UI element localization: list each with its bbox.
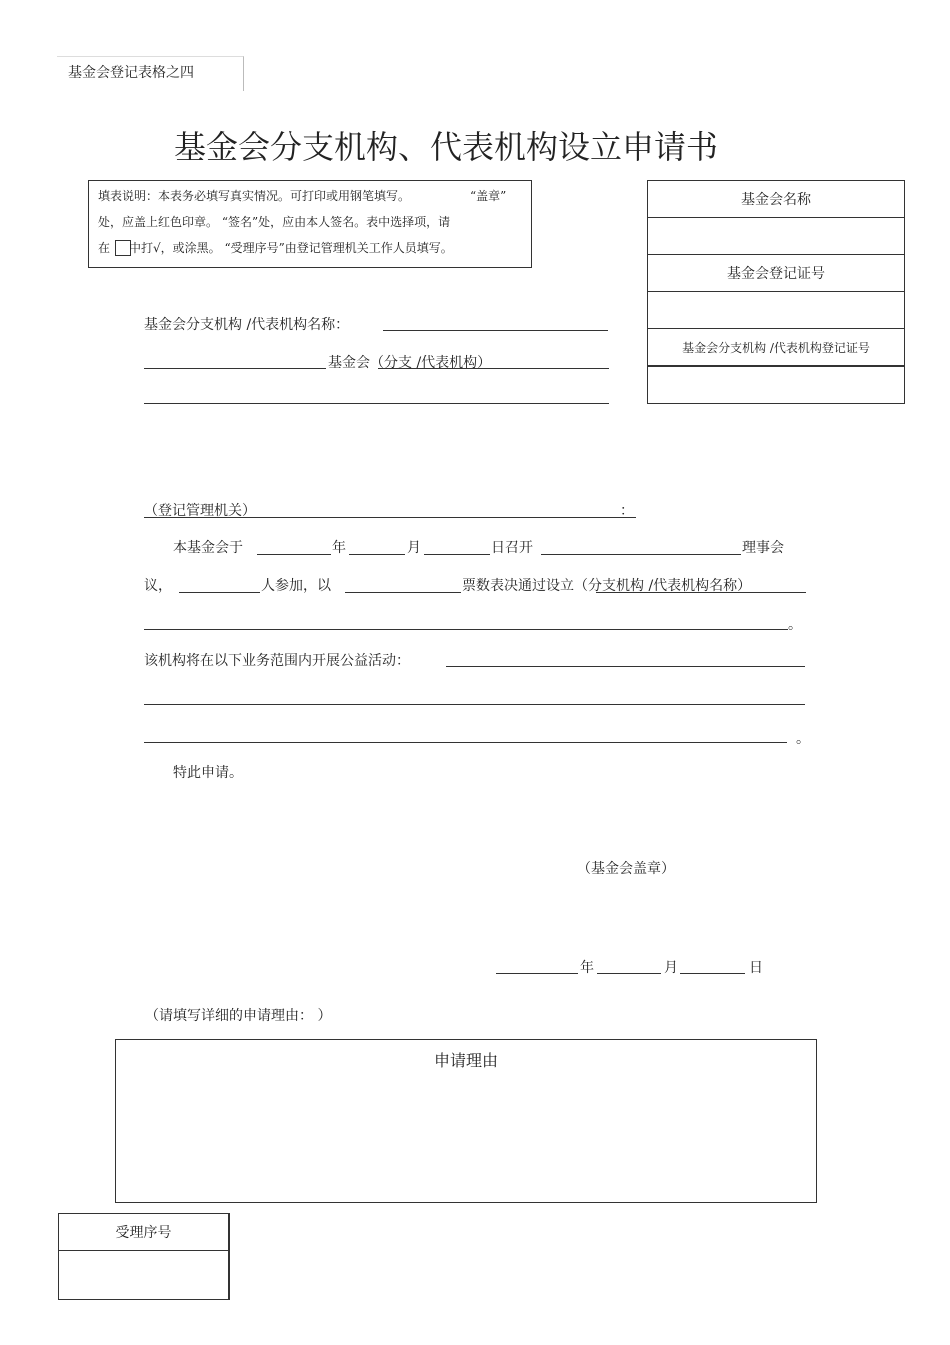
foundation-reg-no-field[interactable] (648, 292, 904, 329)
reason-box[interactable] (115, 1039, 817, 1203)
seal-label: （基金会盖章） (577, 861, 675, 877)
attendees-label: 人参加，以 (261, 578, 331, 594)
foundation-name-input[interactable] (144, 368, 326, 369)
branch-reg-no-label: 基金会分支机构 /代表机构登记证号 (682, 340, 870, 355)
acceptance-box (58, 1213, 230, 1300)
branch-name-label: 基金会分支机构 /代表机构名称： (144, 317, 350, 333)
date-month-input[interactable] (597, 973, 661, 974)
date-year-label: 年 (580, 960, 594, 976)
meeting-day-input[interactable] (424, 554, 490, 555)
scope-input-1[interactable] (446, 666, 805, 667)
page-title: 基金会分支机构、代表机构设立申请书 (174, 128, 719, 166)
form-tag: 基金会登记表格之四 (68, 65, 194, 81)
instructions-line-3-suffix: 中打√，或涂黑。 “受理序号”由登记管理机关工作人员填写。 (129, 241, 453, 255)
date-month-label: 月 (664, 960, 678, 976)
foundation-name-label-cell (648, 181, 904, 218)
scope-input-2[interactable] (144, 704, 805, 705)
vote-label: 票数表决通过设立（分支机构 /代表机构名称） (462, 578, 752, 594)
meeting-year-label: 年 (332, 540, 346, 556)
scope-input-3[interactable] (144, 742, 787, 743)
vote-count-input[interactable] (345, 592, 461, 593)
extra-name-input[interactable] (144, 403, 609, 404)
reason-hint: （请填写详细的申请理由： ） (145, 1008, 332, 1024)
foundation-suffix: 基金会（分支 /代表机构） (328, 355, 492, 371)
attendees-input[interactable] (179, 592, 260, 593)
date-year-input[interactable] (496, 973, 578, 974)
instructions-line-2: 处，应盖上红色印章。 “签名”处，应由本人签名。表中选择项，请 (98, 215, 451, 229)
meeting-cont: 议， (144, 578, 172, 594)
foundation-name-field[interactable] (648, 218, 904, 255)
period-1: 。 (788, 617, 802, 633)
meeting-prefix: 本基金会于 (173, 540, 243, 556)
branch-reg-no-field[interactable] (648, 367, 904, 403)
authority-label: （登记管理机关） (144, 503, 256, 519)
board-label: 理事会 (742, 540, 784, 556)
meeting-year-input[interactable] (257, 554, 331, 555)
acceptance-label-cell (59, 1214, 228, 1251)
meeting-session-input[interactable] (541, 554, 741, 555)
instructions-box (88, 180, 532, 268)
foundation-suffix-underline (378, 368, 609, 369)
instructions-line-1: 填表说明：本表务必填写真实情况。可打印或用钢笔填写。 (98, 189, 411, 203)
period-2: 。 (796, 731, 810, 747)
foundation-name-label: 基金会名称 (741, 192, 811, 208)
foundation-reg-no-label-cell (648, 255, 904, 292)
acceptance-label: 受理序号 (115, 1225, 172, 1241)
branch-reg-no-label-cell (648, 329, 904, 367)
meeting-month-input[interactable] (349, 554, 405, 555)
branch-name-continued-input[interactable] (144, 629, 788, 630)
acceptance-number-field[interactable] (59, 1251, 228, 1299)
reason-title: 申请理由 (433, 1051, 498, 1070)
date-day-label: 日 (749, 960, 763, 976)
authority-input[interactable] (144, 517, 636, 518)
closing-text: 特此申请。 (173, 765, 243, 781)
instructions-stamp-quote: “盖章” (470, 189, 507, 203)
branch-name-input[interactable] (383, 330, 608, 331)
meeting-day-label: 日召开 (491, 540, 533, 556)
vote-label-underline (596, 592, 806, 593)
scope-label: 该机构将在以下业务范围内开展公益活动： (144, 653, 410, 669)
meeting-month-label: 月 (407, 540, 421, 556)
authority-colon: ： (620, 503, 634, 519)
date-day-input[interactable] (680, 973, 745, 974)
side-table (647, 180, 905, 404)
instructions-line-3-prefix: 在 (98, 241, 111, 255)
foundation-reg-no-label: 基金会登记证号 (727, 266, 825, 282)
